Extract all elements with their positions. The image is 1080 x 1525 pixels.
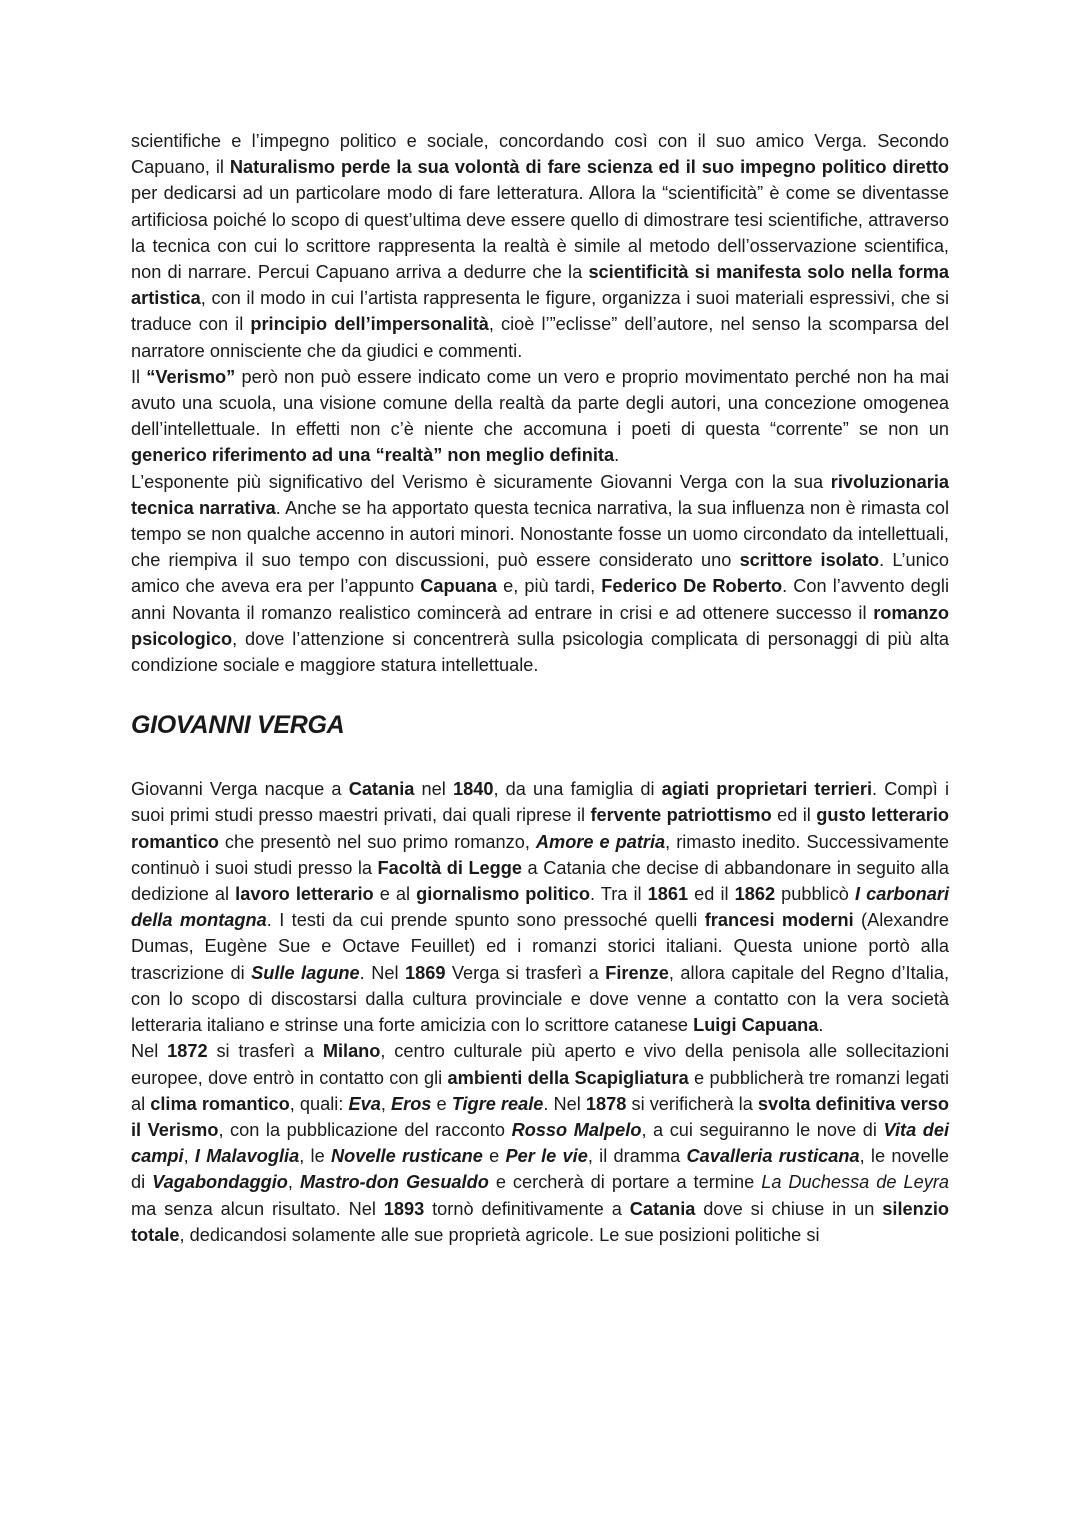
bold-text: 1840 — [452, 779, 494, 800]
text-run: . L’unico amico che aveva era per l’appunto — [131, 550, 949, 597]
paragraph — [131, 364, 949, 469]
paragraph — [131, 776, 949, 1038]
bold-text: ambienti della Scapigliatura — [447, 1067, 689, 1088]
text-run: , allora capitale del Regno d’Italia, con lo scopo di discostarsi dalla cultura provinciale e dove venne a contatto con la vera società letteraria italiano e strinse una forte amicizia con lo scrittore catanese — [131, 962, 950, 1036]
bold-text: scrittore isolato — [739, 550, 880, 571]
text-run: , — [287, 1172, 300, 1193]
document-page — [131, 128, 949, 1248]
text-run: dove si chiuse in un — [695, 1198, 883, 1219]
text-run: si verificherà la — [626, 1093, 758, 1114]
text-run: (Alexandre Dumas, Eugène Sue e Octave Feuillet) ed i romanzi storici italiani. Questa unione portò alla trascrizione di — [131, 910, 949, 983]
section-verismo-text — [131, 128, 949, 678]
text-run: , le — [299, 1146, 331, 1167]
bold-text: Federico De Roberto — [601, 576, 783, 597]
text-run: per dedicarsi ad un particolare modo di fare letteratura. Allora la “scientificità” è come se diventasse artificiosa poiché lo scopo di quest’ultima deve essere quello di dimostrare tesi scientifiche, attraverso la tecnica con cui lo scrittore rappresenta la realtà è simile al metodo dell’osservazione scientifica, non di narrare. Percui Capuano arriva a dedurre che la — [131, 183, 949, 283]
text-run: . Con l’avvento degli anni Novanta il romanzo realistico comincerà ad entrare in crisi e ad ottenere successo il — [131, 576, 949, 623]
bold-italic-title: I Malavoglia — [194, 1146, 300, 1167]
text-run: e pubblicherà tre romanzi legati al — [131, 1067, 949, 1114]
text-run: . Tra il — [589, 884, 648, 905]
bold-text: Milano — [322, 1041, 381, 1062]
bold-text: scientificità si manifesta solo nella forma artistica — [131, 262, 949, 309]
bold-text: Firenze — [605, 962, 669, 983]
bold-text: giornalismo politico — [416, 884, 590, 905]
text-run: ed il — [688, 884, 735, 905]
text-run: . — [614, 445, 620, 466]
text-run: e — [482, 1146, 506, 1167]
text-run: Nel — [131, 1041, 168, 1062]
text-run: , a cui seguiranno le nove di — [641, 1119, 884, 1140]
text-run: , il dramma — [587, 1146, 687, 1167]
bold-italic-title: I carbonari della montagna — [131, 884, 949, 931]
bold-text: clima romantico — [150, 1093, 290, 1114]
bold-text: Luigi Capuana — [693, 1015, 819, 1036]
bold-text: Catania — [629, 1198, 696, 1219]
text-run: , dedicandosi solamente alle sue proprietà agricole. Le sue posizioni politiche si — [179, 1224, 820, 1245]
text-run: . Nel — [543, 1093, 586, 1114]
bold-text: “Verismo” — [146, 366, 236, 387]
text-run: a Catania che decise di abbandonare in seguito alla dedizione al — [131, 857, 949, 905]
section-heading-wrap — [131, 708, 949, 742]
text-run: Verga si trasferì a — [445, 962, 606, 983]
text-run: , rimasto inedito. Successivamente continuò i suoi studi presso la — [131, 831, 949, 878]
bold-italic-title: Eva — [348, 1093, 381, 1114]
text-run: , con la pubblicazione del racconto — [218, 1119, 512, 1140]
text-run: , quali: — [289, 1093, 349, 1114]
bold-italic-title: Cavalleria rusticana — [686, 1146, 860, 1167]
bold-italic-title: Eros — [390, 1093, 432, 1114]
text-run: , le novelle di — [131, 1146, 949, 1193]
text-run: tornò definitivamente a — [424, 1198, 630, 1219]
text-run: Il — [131, 366, 147, 387]
bold-text: fervente patriottismo — [590, 805, 772, 826]
bold-italic-title: Mastro-don Gesualdo — [299, 1172, 489, 1193]
text-run: . I testi da cui prende spunto sono pressoché quelli — [266, 910, 705, 931]
paragraph — [131, 1038, 949, 1248]
bold-text: romanzo psicologico — [131, 602, 949, 649]
bold-text: 1878 — [585, 1093, 627, 1114]
bold-italic-title: Sulle lagune — [251, 962, 360, 983]
text-run: , da una famiglia di — [493, 779, 662, 800]
text-run: . Nel — [359, 962, 405, 983]
bold-text: 1861 — [647, 884, 689, 905]
bold-italic-title: Vita dei campi — [131, 1119, 950, 1167]
paragraph — [131, 469, 949, 679]
text-run: , — [183, 1146, 195, 1167]
section-heading: GIOVANNI VERGA — [131, 711, 345, 740]
bold-text: lavoro letterario — [235, 884, 374, 905]
text-run: ed il — [771, 805, 817, 826]
bold-text: 1872 — [167, 1041, 208, 1062]
bold-text: 1893 — [383, 1198, 425, 1219]
text-run: nel — [414, 779, 453, 800]
text-run: , — [380, 1093, 391, 1114]
text-run: e, più tardi, — [497, 576, 602, 597]
bold-text: gusto letterario romantico — [131, 805, 949, 852]
bold-italic-title: Per le vie — [505, 1146, 588, 1167]
text-run: e cercherà di portare a termine — [488, 1172, 762, 1193]
text-run: si trasferì a — [207, 1041, 323, 1062]
text-run: e — [431, 1093, 452, 1114]
bold-italic-title: Novelle rusticane — [331, 1146, 483, 1167]
text-run: che presentò nel suo primo romanzo, — [218, 831, 536, 852]
text-run: però non può essere indicato come un vero e proprio movimentato perché non ha mai avuto una scuola, una visione comune della realtà da parte degli autori, una concezione omogenea dell’intellettuale. In effetti non c’è niente che accomuna i poeti di questa “corrente” se non un — [131, 366, 949, 440]
text-run: Giovanni Verga nacque a — [131, 779, 349, 800]
bold-text: 1862 — [734, 884, 776, 905]
bold-italic-title: Rosso Malpelo — [511, 1119, 642, 1140]
bold-text: Capuana — [420, 576, 498, 597]
text-run: e al — [373, 884, 417, 905]
bold-text: Catania — [348, 779, 415, 800]
text-run: ma senza alcun risultato. Nel — [131, 1198, 384, 1219]
text-run: , cioè l’”eclisse” dell’autore, nel senso la scomparsa del narratore onnisciente che da giudici e commenti. — [131, 314, 949, 361]
text-run: pubblicò — [775, 884, 855, 905]
bold-text: Facoltà di Legge — [377, 857, 523, 878]
italic-title: La Duchessa de Leyra — [761, 1172, 950, 1193]
bold-text: silenzio totale — [131, 1198, 949, 1245]
text-run: scientifiche e l’impegno politico e sociale, concordando così con il suo amico Verga. Secondo Capuano, il — [131, 131, 949, 178]
bold-italic-title: Tigre reale — [451, 1093, 544, 1114]
bold-text: rivoluzionaria tecnica narrativa — [131, 471, 949, 518]
paragraph — [131, 128, 949, 364]
bold-italic-title: Vagabondaggio — [152, 1172, 288, 1193]
bold-text: 1869 — [404, 962, 446, 983]
bold-text: Naturalismo perde la sua volontà di fare scienza ed il suo impegno politico diretto — [229, 157, 949, 178]
bold-text: principio dell’impersonalità — [250, 314, 489, 335]
section-verga-biography — [131, 776, 949, 1248]
bold-text: generico riferimento ad una “realtà” non meglio definita — [131, 445, 615, 466]
bold-text: svolta definitiva verso il Verismo — [131, 1093, 950, 1140]
text-run: L’esponente più significativo del Verismo è sicuramente Giovanni Verga con la sua — [131, 471, 831, 492]
text-run: , dove l’attenzione si concentrerà sulla psicologia complicata di personaggi di più alta condizione sociale e maggiore statura intellettuale. — [131, 628, 949, 676]
text-run: , centro culturale più aperto e vivo della penisola alle sollecitazioni europee, dove entrò in contatto con gli — [131, 1041, 950, 1088]
text-run: . Compì i suoi primi studi presso maestri privati, dai quali riprese il — [131, 779, 949, 826]
bold-italic-title: Amore e patria — [535, 831, 666, 852]
text-run: . — [818, 1015, 824, 1036]
bold-text: francesi moderni — [704, 910, 854, 931]
bold-text: agiati proprietari terrieri — [661, 779, 873, 800]
text-run: , con il modo in cui l’artista rappresenta le figure, organizza i suoi materiali espressivi, che si traduce con il — [131, 288, 949, 335]
text-run: . Anche se ha apportato questa tecnica narrativa, la sua influenza non è rimasta col tempo se non qualche accenno in autori minori. Nonostante fosse un uomo circondato da intellettuali, che riempiva il suo tempo con discussioni, può essere considerato uno — [131, 497, 949, 571]
